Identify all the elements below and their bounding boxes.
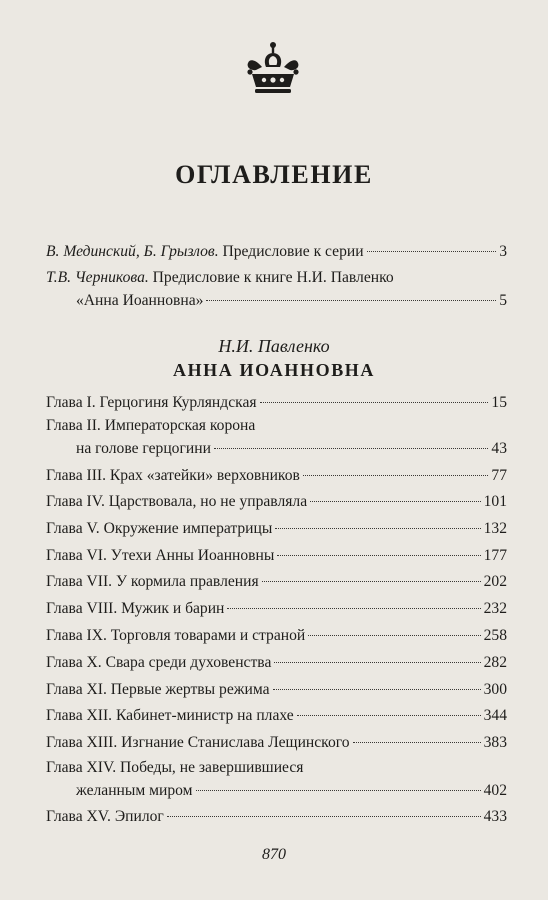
dot-leader (262, 581, 481, 582)
toc-entry-chapter-14[interactable] (46, 756, 507, 802)
toc-entry-chapter-6[interactable] (46, 544, 507, 567)
entry-page: 383 (483, 734, 507, 751)
toc-entry-chapter-13[interactable] (46, 731, 507, 754)
dot-leader (214, 448, 488, 449)
toc-entry-chapter-10[interactable] (46, 651, 507, 674)
entry-title: Глава XIV. Победы, не завершившиеся (46, 759, 304, 776)
dot-leader (196, 790, 481, 791)
section-author: Н.И. Павленко (218, 336, 330, 356)
entry-page: 77 (491, 467, 507, 484)
toc-title: ОГЛАВЛЕНИЕ (175, 160, 373, 189)
entry-title: Глава XIII. Изгнание Станислава Лещинского (46, 734, 350, 751)
toc-entry-chapter-4[interactable] (46, 490, 507, 513)
dot-leader (227, 608, 480, 609)
entry-page: 402 (483, 782, 507, 799)
crown-icon (242, 40, 304, 102)
entry-page: 15 (491, 394, 507, 411)
toc-entry-chapter-11[interactable] (46, 678, 507, 701)
entry-page: 5 (499, 292, 507, 309)
entry-title: Глава III. Крах «затейки» верховников (46, 467, 300, 484)
dot-leader (310, 501, 480, 502)
entry-page: 3 (499, 243, 507, 260)
entry-title: Глава V. Окружение императрицы (46, 520, 273, 537)
entry-page: 433 (483, 808, 507, 825)
entry-page: 202 (483, 573, 507, 590)
dot-leader (274, 662, 480, 663)
toc-entry-chapter-9[interactable] (46, 624, 507, 647)
entry-title: Глава XI. Первые жертвы режима (46, 681, 270, 698)
entry-author: Т.В. Черникова. (46, 269, 149, 286)
toc-entry-series-preface[interactable] (46, 240, 507, 263)
dot-leader (273, 689, 481, 690)
entry-page: 101 (483, 493, 507, 510)
entry-page: 258 (483, 627, 507, 644)
entry-page: 344 (483, 707, 507, 724)
entry-title: Глава VIII. Мужик и барин (46, 600, 225, 617)
section-title: АННА ИОАННОВНА (172, 360, 375, 380)
entry-page: 282 (483, 654, 507, 671)
entry-title: Глава IX. Торговля товарами и страной (46, 627, 306, 644)
entry-title-cont: «Анна Иоанновна» (76, 292, 204, 309)
entry-title: Глава II. Императорская корона (46, 417, 256, 434)
toc-entry-chapter-2[interactable] (46, 414, 507, 460)
dot-leader (367, 251, 497, 252)
toc-entry-chapter-15[interactable] (46, 805, 507, 828)
entry-title: Глава IV. Царствовала, но не управляла (46, 493, 308, 510)
entry-title: Глава I. Герцогиня Курляндская (46, 394, 257, 411)
page-number: 870 (262, 846, 286, 863)
entry-title: Предисловие к серии (222, 243, 364, 260)
entry-page: 43 (491, 440, 507, 457)
entry-title: Глава X. Свара среди духовенства (46, 654, 272, 671)
entry-author: В. Мединский, Б. Грызлов. (46, 243, 219, 260)
toc-entry-chapter-1[interactable] (46, 391, 507, 414)
dot-leader (297, 715, 481, 716)
entry-title-cont: желанным миром (76, 782, 193, 799)
dot-leader (275, 528, 480, 529)
toc-entry-book-preface[interactable] (46, 266, 507, 312)
toc-entry-chapter-5[interactable] (46, 517, 507, 540)
dot-leader (353, 742, 481, 743)
dot-leader (167, 816, 481, 817)
dot-leader (277, 555, 480, 556)
entry-title-cont: на голове герцогини (76, 440, 211, 457)
toc-entry-chapter-3[interactable] (46, 464, 507, 487)
entry-page: 232 (483, 600, 507, 617)
entry-page: 132 (483, 520, 507, 537)
entry-title: Глава VII. У кормила правления (46, 573, 259, 590)
dot-leader (206, 300, 496, 301)
toc-entry-chapter-12[interactable] (46, 704, 507, 727)
entry-title: Глава VI. Утехи Анны Иоанновны (46, 547, 275, 564)
entry-title: Глава XII. Кабинет-министр на плахе (46, 707, 294, 724)
entry-page: 177 (483, 547, 507, 564)
entry-title: Предисловие к книге Н.И. Павленко (152, 269, 394, 286)
entry-page: 300 (483, 681, 507, 698)
toc-entry-chapter-8[interactable] (46, 597, 507, 620)
dot-leader (260, 402, 489, 403)
dot-leader (308, 635, 480, 636)
dot-leader (303, 475, 489, 476)
entry-title: Глава XV. Эпилог (46, 808, 164, 825)
toc-entry-chapter-7[interactable] (46, 570, 507, 593)
